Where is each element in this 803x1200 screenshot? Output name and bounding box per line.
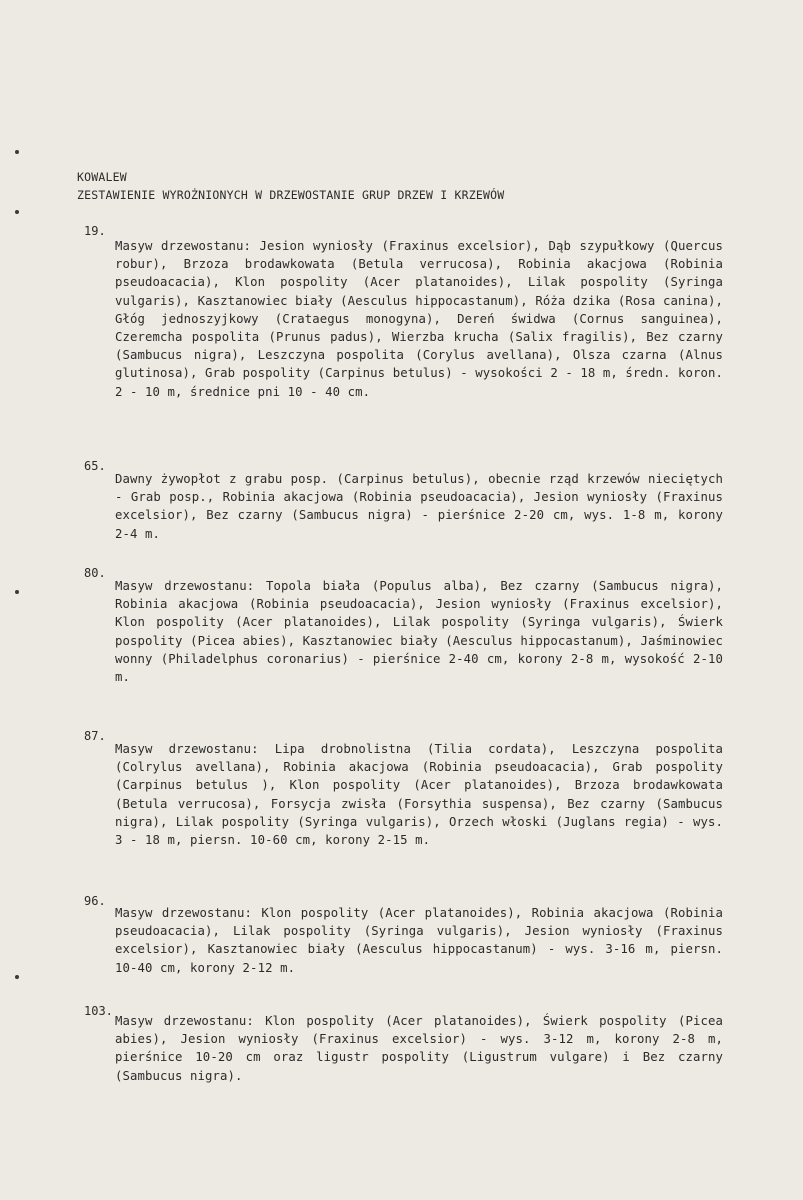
document-title: ZESTAWIENIE WYROŻNIONYCH W DRZEWOSTANIE GRUP DRZEW I KRZEWÓW [77, 188, 505, 202]
entry-number: 96. [84, 894, 106, 908]
entry-text: Dawny żywopłot z grabu posp. (Carpinus betulus), obecnie rząd krzewów nieciętych - Grab posp., Robinia akacjowa (Robinia pseudoacacia), Jesion wyniosły (Fraxinus excelsior), Bez czarny (Sambucus nigra) - pierśnice 2-20 cm, wys. 1-8 m, korony 2-4 m. [115, 472, 723, 541]
entry-number: 87. [84, 729, 106, 743]
entry-number: 65. [84, 459, 106, 473]
punch-hole-mark [15, 150, 19, 154]
punch-hole-mark [15, 210, 19, 214]
entry-text: Masyw drzewostanu: Klon pospolity (Acer platanoides), Świerk pospolity (Picea abies), Jesion wyniosły (Fraxinus excelsior) - wys. 3-12 m, korony 2-8 m, pierśnice 10-20 cm oraz ligustr pospolity (Ligustrum vulgare) i Bez czarny (Sambucus nigra). [115, 1014, 723, 1083]
entry-number: 103. [84, 1004, 113, 1018]
entry-number: 19. [84, 224, 106, 238]
entry-text: Masyw drzewostanu: Lipa drobnolistna (Tilia cordata), Leszczyna pospolita (Colrylus avellana), Robinia akacjowa (Robinia pseudoacacia), Grab pospolity (Carpinus betulus ), Klon pospolity (Acer platanoides), Brzoza brodawkowata (Betula verrucosa), Forsycja zwisła (Forsythia suspensa), Bez czarny (Sambucus nigra), Lilak pospolity (Syringa vulgaris), Orzech włoski (Juglans regia) - wys. 3 - 18 m, piersn. 10-60 cm, korony 2-15 m. [115, 742, 723, 848]
punch-hole-mark [15, 975, 19, 979]
author-name: KOWALEW [77, 170, 127, 184]
entry-text: Masyw drzewostanu: Topola biała (Populus alba), Bez czarny (Sambucus nigra), Robinia akacjowa (Robinia pseudoacacia), Jesion wyniosły (Fraxinus excelsior), Klon pospolity (Acer platanoides), Lilak pospolity (Syringa vulgaris), Świerk pospolity (Picea abies), Kasztanowiec biały (Aesculus hippocastanum), Jaśminowiec wonny (Philadelphus coronarius) - pierśnice 2-40 cm, korony 2-8 m, wysokość 2-10 m. [115, 579, 723, 685]
entry-number: 80. [84, 566, 106, 580]
entry-text: Masyw drzewostanu: Jesion wyniosły (Fraxinus excelsior), Dąb szypułkowy (Quercus robur), Brzoza brodawkowata (Betula verrucosa), Robinia akacjowa (Robinia pseudoacacia), Klon pospolity (Acer platanoides), Lilak pospolity (Syringa vulgaris), Kasztanowiec biały (Aesculus hippocastanum), Róża dzika (Rosa canina), Głóg jednoszyjkowy (Crataegus monogyna), Dereń świdwa (Cornus sanguinea), Czeremcha pospolita (Prunus padus), Wierzba krucha (Salix fragilis), Bez czarny (Sambucus nigra), Leszczyna pospolita (Corylus avellana), Olsza czarna (Alnus glutinosa), Grab pospolity (Carpinus betulus) - wysokości 2 - 18 m, średn. koron. 2 - 10 m, średnice pni 10 - 40 cm. [115, 239, 723, 399]
punch-hole-mark [15, 590, 19, 594]
entry-text: Masyw drzewostanu: Klon pospolity (Acer platanoides), Robinia akacjowa (Robinia pseudoacacia), Lilak pospolity (Syringa vulgaris), Jesion wyniosły (Fraxinus excelsior), Kasztanowiec biały (Aesculus hippocastanum) - wys. 3-16 m, piersn. 10-40 cm, korony 2-12 m. [115, 906, 723, 975]
document-header [77, 168, 504, 204]
